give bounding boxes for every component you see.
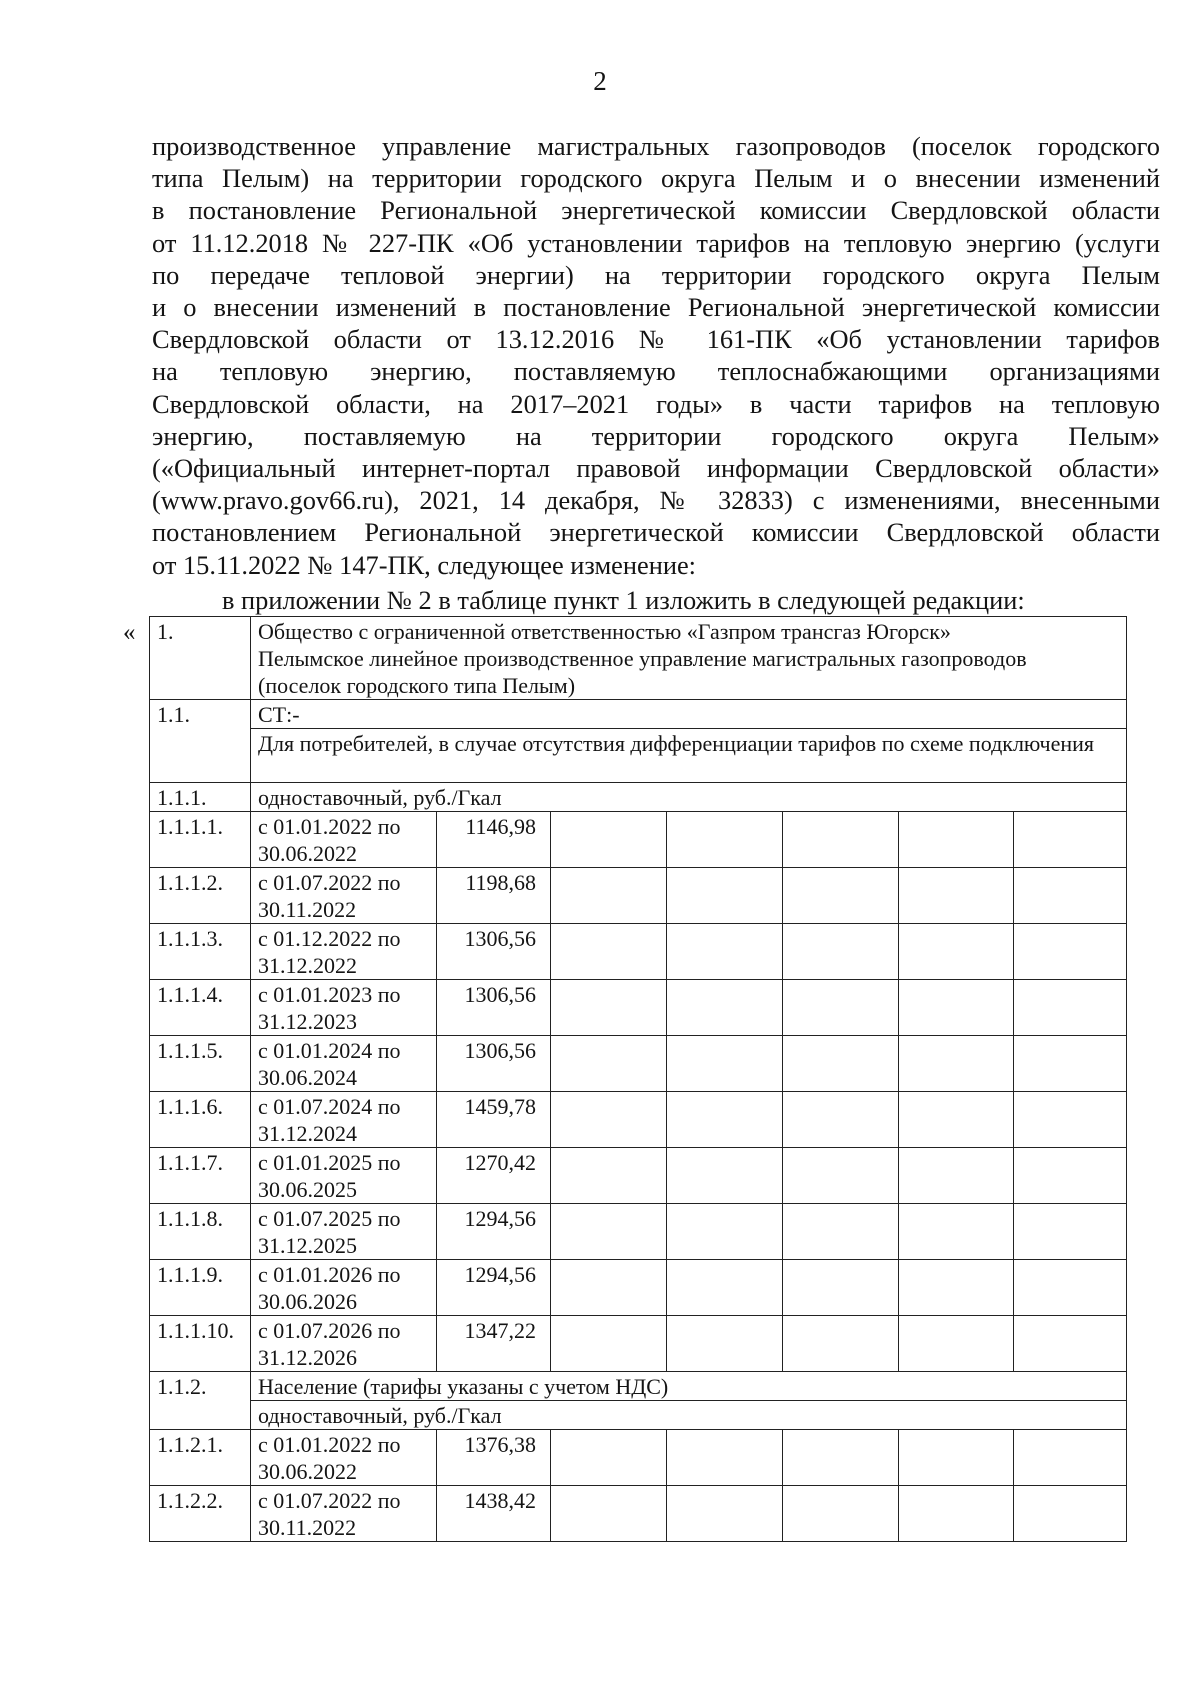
consumers-row xyxy=(150,729,1127,783)
row-period: с 01.01.2025 по 30.06.2025 xyxy=(251,1148,437,1204)
row-number: 1.1.1.2. xyxy=(150,868,251,924)
row-number: 1.1.1.4. xyxy=(150,980,251,1036)
empty-cell xyxy=(783,812,899,868)
row-period: с 01.01.2022 по 30.06.2022 xyxy=(251,1430,437,1486)
body-line: (www.pravo.gov66.ru), 2021, 14 декабря, № 32833) с изменениями, внесенными xyxy=(152,485,1160,516)
empty-cell xyxy=(667,1148,783,1204)
empty-cell xyxy=(899,980,1014,1036)
empty-cell xyxy=(1014,1092,1127,1148)
row-value: 1347,22 xyxy=(437,1316,551,1372)
table-row xyxy=(150,1036,1127,1092)
empty-cell xyxy=(783,1316,899,1372)
row-value: 1376,38 xyxy=(437,1430,551,1486)
row-value: 1306,56 xyxy=(437,924,551,980)
empty-cell xyxy=(551,1486,667,1542)
table-row xyxy=(150,1260,1127,1316)
table-row xyxy=(150,1204,1127,1260)
body-line: производственное управление магистральных газопроводов (поселок городского xyxy=(152,131,1160,161)
empty-cell xyxy=(1014,1316,1127,1372)
empty-cell xyxy=(783,1092,899,1148)
empty-cell xyxy=(1014,980,1127,1036)
empty-cell xyxy=(899,1486,1014,1542)
body-line: и о внесении изменений в постановление Региональной энергетической комиссии xyxy=(152,292,1160,323)
section-row xyxy=(150,700,1127,729)
row-value: 1306,56 xyxy=(437,980,551,1036)
empty-cell xyxy=(899,1092,1014,1148)
empty-cell xyxy=(899,1430,1014,1486)
empty-cell xyxy=(783,1430,899,1486)
empty-cell xyxy=(1014,812,1127,868)
empty-cell xyxy=(783,1148,899,1204)
table-intro-line: в приложении № 2 в таблице пункт 1 изложить в следующей редакции: xyxy=(222,585,1025,615)
row-number: 1.1.1.6. xyxy=(150,1092,251,1148)
row-number: 1.1.1.1. xyxy=(150,812,251,868)
empty-cell xyxy=(899,1148,1014,1204)
row-period: с 01.07.2025 по 31.12.2025 xyxy=(251,1204,437,1260)
table-row xyxy=(150,1430,1127,1486)
row-value: 1294,56 xyxy=(437,1260,551,1316)
rate-row xyxy=(150,783,1127,812)
table-row xyxy=(150,1092,1127,1148)
empty-cell xyxy=(1014,1486,1127,1542)
row-period: с 01.01.2024 по 30.06.2024 xyxy=(251,1036,437,1092)
empty-cell xyxy=(667,812,783,868)
row-value: 1146,98 xyxy=(437,812,551,868)
empty-cell xyxy=(1014,1204,1127,1260)
empty-cell xyxy=(783,1036,899,1092)
table-row xyxy=(150,812,1127,868)
empty-cell xyxy=(667,1430,783,1486)
table-row xyxy=(150,1316,1127,1372)
empty-cell xyxy=(667,924,783,980)
empty-cell xyxy=(899,1204,1014,1260)
empty-cell xyxy=(551,1430,667,1486)
empty-cell xyxy=(551,1092,667,1148)
empty-cell xyxy=(551,1036,667,1092)
row-number: 1.1.1.7. xyxy=(150,1148,251,1204)
row-period: с 01.01.2026 по 30.06.2026 xyxy=(251,1260,437,1316)
empty-cell xyxy=(899,868,1014,924)
empty-cell xyxy=(783,980,899,1036)
body-line: от 11.12.2018 № 227-ПК «Об установлении тарифов на тепловую энергию (услуги xyxy=(152,227,1160,258)
empty-cell xyxy=(667,1092,783,1148)
opening-quote-mark: « xyxy=(123,619,136,646)
empty-cell xyxy=(667,1260,783,1316)
empty-cell xyxy=(899,1036,1014,1092)
table-row xyxy=(150,868,1127,924)
population-rate-label: одноставочный, руб./Гкал xyxy=(251,1401,1127,1430)
body-line: от 15.11.2022 № 147-ПК, следующее изменение: xyxy=(152,549,697,580)
row-period: с 01.01.2023 по 31.12.2023 xyxy=(251,980,437,1036)
org-row xyxy=(150,617,1127,700)
empty-cell xyxy=(783,1260,899,1316)
row-period: с 01.07.2026 по 31.12.2026 xyxy=(251,1316,437,1372)
empty-cell xyxy=(1014,924,1127,980)
row-value: 1438,42 xyxy=(437,1486,551,1542)
row-number: 1.1.2.2. xyxy=(150,1486,251,1542)
body-line: энергию, поставляемую на территории городского округа Пелым» xyxy=(152,420,1160,451)
rate-label: одноставочный, руб./Гкал xyxy=(251,783,1127,812)
page-number: 2 xyxy=(593,66,607,96)
empty-cell xyxy=(1014,1148,1127,1204)
empty-cell xyxy=(1014,1036,1127,1092)
org-name-line: Пелымское линейное производственное управление магистральных газопроводов xyxy=(258,646,1027,671)
table-row xyxy=(150,924,1127,980)
population-label: Население (тарифы указаны с учетом НДС) xyxy=(251,1372,1127,1401)
tariff-table xyxy=(149,616,1127,1542)
body-line: постановлением Региональной энергетической комиссии Свердловской области xyxy=(152,517,1160,548)
row-number: 1.1.1.10. xyxy=(150,1316,251,1372)
body-paragraph xyxy=(152,130,1160,581)
org-name-line: Общество с ограниченной ответственностью «Газпром трансгаз Югорск» xyxy=(258,619,951,644)
org-name-line: (поселок городского типа Пелым) xyxy=(258,673,576,698)
empty-cell xyxy=(1014,1430,1127,1486)
org-number: 1. xyxy=(150,617,251,700)
body-line: («Официальный интернет-портал правовой информации Свердловской области» xyxy=(152,453,1160,484)
empty-cell xyxy=(667,1204,783,1260)
row-number: 1.1.2.1. xyxy=(150,1430,251,1486)
empty-cell xyxy=(783,1486,899,1542)
empty-cell xyxy=(551,924,667,980)
row-value: 1270,42 xyxy=(437,1148,551,1204)
row-value: 1306,56 xyxy=(437,1036,551,1092)
body-line: Свердловской области, на 2017–2021 годы» в части тарифов на тепловую xyxy=(152,388,1160,419)
row-number: 1.1.1.8. xyxy=(150,1204,251,1260)
empty-cell xyxy=(1014,1260,1127,1316)
empty-cell xyxy=(551,812,667,868)
row-number: 1.1.1.9. xyxy=(150,1260,251,1316)
body-line: по передаче тепловой энергии) на территории городского округа Пелым xyxy=(152,259,1160,290)
empty-cell xyxy=(551,1316,667,1372)
body-line: на тепловую энергию, поставляемую теплоснабжающими организациями xyxy=(152,356,1160,387)
empty-cell xyxy=(667,980,783,1036)
consumers-label: Для потребителей, в случае отсутствия дифференциации тарифов по схеме подключения xyxy=(251,729,1127,783)
table-row xyxy=(150,1486,1127,1542)
row-value: 1294,56 xyxy=(437,1204,551,1260)
row-period: с 01.07.2022 по 30.11.2022 xyxy=(251,1486,437,1542)
empty-cell xyxy=(667,1316,783,1372)
table-row xyxy=(150,980,1127,1036)
empty-cell xyxy=(899,924,1014,980)
empty-cell xyxy=(783,1204,899,1260)
row-number: 1.1.1.3. xyxy=(150,924,251,980)
row-value: 1459,78 xyxy=(437,1092,551,1148)
empty-cell xyxy=(899,812,1014,868)
empty-cell xyxy=(551,980,667,1036)
empty-cell xyxy=(783,868,899,924)
row-value: 1198,68 xyxy=(437,868,551,924)
population-rate-row xyxy=(150,1401,1127,1430)
row-number: 1.1.1.5. xyxy=(150,1036,251,1092)
empty-cell xyxy=(667,1486,783,1542)
population-number: 1.1.2. xyxy=(150,1372,251,1430)
body-line: в постановление Региональной энергетической комиссии Свердловской области xyxy=(152,195,1160,226)
row-period: с 01.12.2022 по 31.12.2022 xyxy=(251,924,437,980)
empty-cell xyxy=(667,1036,783,1092)
section-label: СТ:- xyxy=(251,700,1127,729)
row-period: с 01.07.2022 по 30.11.2022 xyxy=(251,868,437,924)
empty-cell xyxy=(551,1204,667,1260)
section-number: 1.1. xyxy=(150,700,251,783)
empty-cell xyxy=(551,868,667,924)
row-period: с 01.01.2022 по 30.06.2022 xyxy=(251,812,437,868)
rate-number: 1.1.1. xyxy=(150,783,251,812)
empty-cell xyxy=(551,1148,667,1204)
empty-cell xyxy=(899,1260,1014,1316)
org-name-cell xyxy=(251,617,1127,700)
empty-cell xyxy=(667,868,783,924)
row-period: с 01.07.2024 по 31.12.2024 xyxy=(251,1092,437,1148)
table-row xyxy=(150,1148,1127,1204)
empty-cell xyxy=(1014,868,1127,924)
body-line: типа Пелым) на территории городского округа Пелым и о внесении изменений xyxy=(152,163,1160,194)
empty-cell xyxy=(551,1260,667,1316)
empty-cell xyxy=(783,924,899,980)
empty-cell xyxy=(899,1316,1014,1372)
body-line: Свердловской области от 13.12.2016 № 161-ПК «Об установлении тарифов xyxy=(152,324,1160,355)
population-row xyxy=(150,1372,1127,1401)
